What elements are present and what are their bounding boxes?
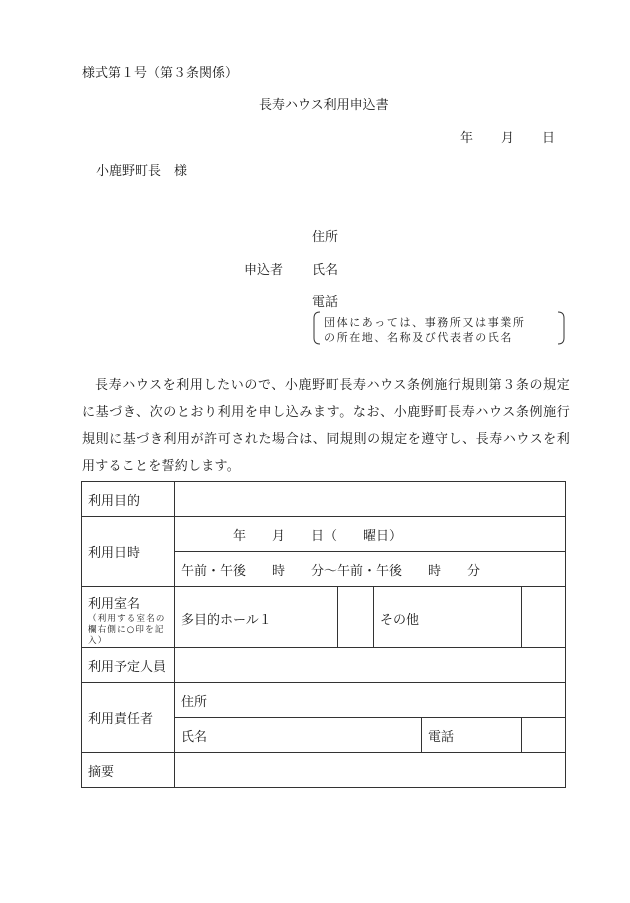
date-row: [82, 517, 566, 552]
right-bracket-icon: [556, 311, 566, 345]
summary-row: [82, 753, 566, 788]
organization-note: [312, 311, 566, 345]
left-bracket-icon: [312, 311, 322, 345]
room-row: [82, 587, 566, 648]
date-month-label: 月: [501, 131, 515, 146]
responsible-phone-label: 電話: [422, 718, 522, 753]
room-option-other: その他: [374, 587, 522, 648]
addressee: 小鹿野町長 様: [96, 164, 188, 179]
room-label-cell: [82, 587, 175, 648]
note-line-1: 団体にあっては、事務所又は事業所: [324, 316, 526, 329]
summary-field[interactable]: [175, 753, 566, 788]
form-number: 様式第１号（第３条関係）: [82, 66, 239, 81]
date-day-label: 日: [542, 131, 556, 146]
purpose-field[interactable]: [175, 482, 566, 517]
date-field[interactable]: 年 月 日（ 曜日）: [175, 517, 566, 552]
room-option-hall: 多目的ホール１: [175, 587, 338, 648]
datetime-label: 利用日時: [82, 517, 175, 587]
responsible-address-field[interactable]: 住所: [175, 683, 566, 718]
document-title: 長寿ハウス利用申込書: [259, 98, 389, 113]
note-line-2: の所在地、名称及び代表者の氏名: [324, 331, 513, 344]
time-field[interactable]: 午前・午後 時 分～午前・午後 時 分: [175, 552, 566, 587]
purpose-row: [82, 482, 566, 517]
purpose-label: 利用目的: [82, 482, 175, 517]
room-mark-hall[interactable]: [338, 587, 374, 648]
date-year-label: 年: [460, 131, 474, 146]
pledge-paragraph: 長寿ハウスを利用したいので、小鹿野町長寿ハウス条例施行規則第３条の規定に基づき、次のとおり利用を申し込みます。なお、小鹿野町長寿ハウス条例施行規則に基づき利用が許可された場合は、同規則の規定を遵守し、長寿ハウスを利用することを誓約します。: [82, 378, 570, 474]
applicant-address-label: 住所: [312, 230, 339, 245]
responsible-phone-field[interactable]: [522, 718, 566, 753]
application-table: [81, 481, 566, 788]
responsible-label: 利用責任者: [82, 683, 175, 753]
applicant-phone-label: 電話: [312, 295, 339, 310]
responsible-address-row: [82, 683, 566, 718]
people-label: 利用予定人員: [82, 648, 175, 683]
room-label: 利用室名: [88, 597, 141, 612]
applicant-label: 申込者: [244, 263, 284, 278]
applicant-name-label: 氏名: [312, 263, 339, 278]
summary-label: 摘要: [82, 753, 175, 788]
people-row: [82, 648, 566, 683]
room-mark-other[interactable]: [522, 587, 566, 648]
people-field[interactable]: [175, 648, 566, 683]
room-hint: （利用する室名の欄右側に○印を記入）: [88, 614, 166, 646]
responsible-name-field[interactable]: 氏名: [175, 718, 422, 753]
